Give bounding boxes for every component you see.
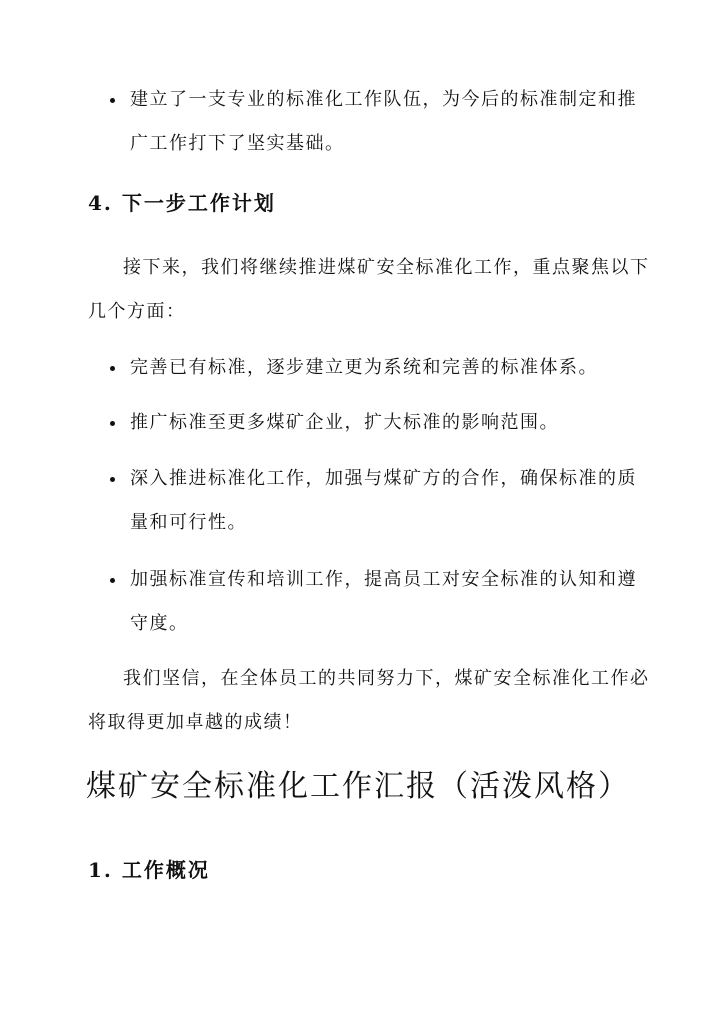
bullet-text-line: 深入推进标准化工作，加强与煤矿方的合作，确保标准的质 — [130, 468, 637, 489]
paragraph-line: 几个方面： — [88, 301, 186, 322]
bullet-text-line: 广工作打下了坚实基础。 — [130, 133, 345, 154]
bullet-text-line: 完善已有标准，逐步建立更为系统和完善的标准体系。 — [130, 357, 598, 378]
bullet-dot — [110, 421, 115, 426]
section-heading: 1. 工作概况 — [88, 858, 210, 882]
bullet-dot — [110, 98, 115, 103]
paragraph-line: 将取得更加卓越的成绩！ — [88, 712, 303, 733]
paragraph-line: 我们坚信，在全体员工的共同努力下，煤矿安全标准化工作必 — [123, 668, 650, 689]
paragraph-line: 接下来，我们将继续推进煤矿安全标准化工作，重点聚焦以下 — [123, 257, 650, 278]
bullet-dot — [110, 477, 115, 482]
bullet-text-line: 建立了一支专业的标准化工作队伍，为今后的标准制定和推 — [130, 89, 637, 110]
section-heading: 4. 下一步工作计划 — [88, 191, 276, 215]
bullet-text-line: 量和可行性。 — [130, 512, 247, 533]
bullet-text-line: 守度。 — [130, 613, 189, 634]
document-title: 煤矿安全标准化工作汇报（活泼风格） — [86, 769, 630, 804]
bullet-text-line: 推广标准至更多煤矿企业，扩大标准的影响范围。 — [130, 412, 559, 433]
bullet-text-line: 加强标准宣传和培训工作，提高员工对安全标准的认知和遵 — [130, 569, 637, 590]
bullet-dot — [110, 366, 115, 371]
bullet-dot — [110, 578, 115, 583]
